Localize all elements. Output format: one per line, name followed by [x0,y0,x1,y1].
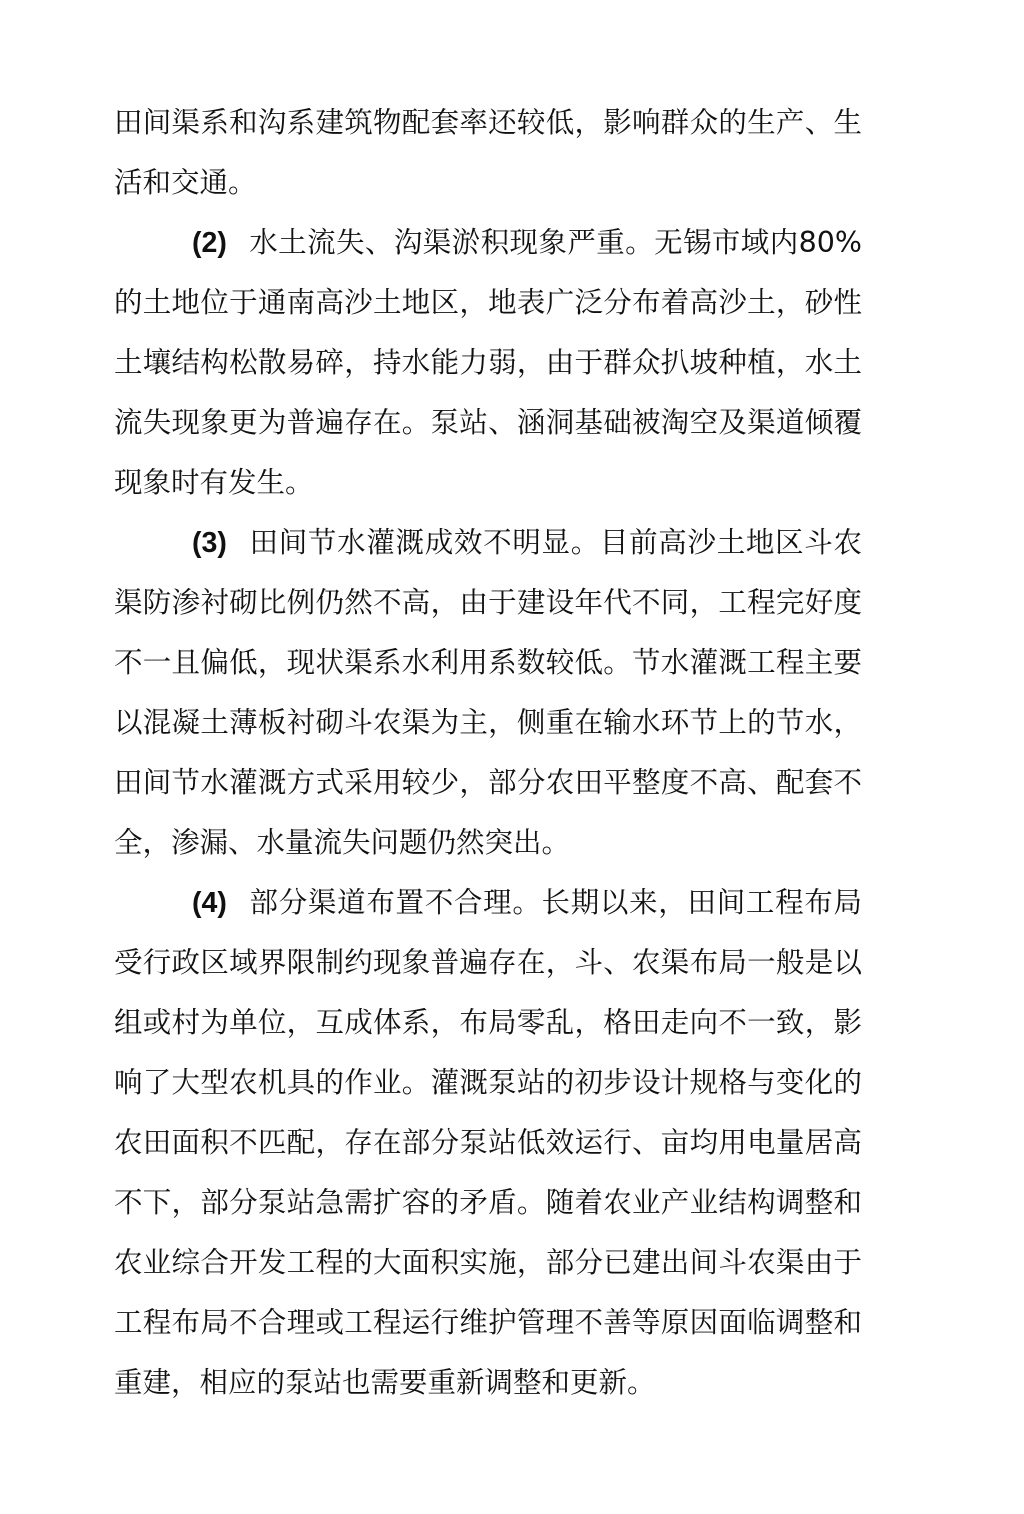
paragraph-3 [114,513,862,873]
paragraph-2 [114,213,862,513]
paragraph-text: 田间渠系和沟系建筑物配套率还较低，影响群众的生产、生活和交通。 [114,106,862,199]
paragraph-continued [114,93,862,213]
paragraph-text: 水土流失、沟渠淤积现象严重。无锡市域内80%的土地位于通南高沙土地区，地表广泛分布着高沙土，砂性土壤结构松散易碎，持水能力弱，由于群众扒坡种植，水土流失现象更为普遍存在。泵站、涵洞基础被淘空及渠道倾覆现象时有发生。 [114,226,862,499]
paragraph-text: 部分渠道布置不合理。长期以来，田间工程布局受行政区域界限制约现象普遍存在，斗、农渠布局一般是以组或村为单位，互成体系，布局零乱，格田走向不一致，影响了大型农机具的作业。灌溉泵站的初步设计规格与变化的农田面积不匹配，存在部分泵站低效运行、亩均用电量居高不下，部分泵站急需扩容的矛盾。随着农业产业结构调整和农业综合开发工程的大面积实施，部分已建出间斗农渠由于工程布局不合理或工程运行维护管理不善等原因面临调整和重建，相应的泵站也需要重新调整和更新。 [114,886,862,1399]
paragraph-number: (3) [192,527,227,559]
document-body [114,93,862,1413]
paragraph-number: (4) [192,887,227,919]
paragraph-text: 田间节水灌溉成效不明显。目前高沙土地区斗农渠防渗衬砌比例仍然不高，由于建设年代不同，工程完好度不一且偏低，现状渠系水利用系数较低。节水灌溉工程主要以混凝土薄板衬砌斗农渠为主，侧重在输水环节上的节水，田间节水灌溉方式采用较少，部分农田平整度不高、配套不全，渗漏、水量流失问题仍然突出。 [114,526,862,859]
paragraph-number: (2) [192,227,227,259]
paragraph-4 [114,873,862,1413]
